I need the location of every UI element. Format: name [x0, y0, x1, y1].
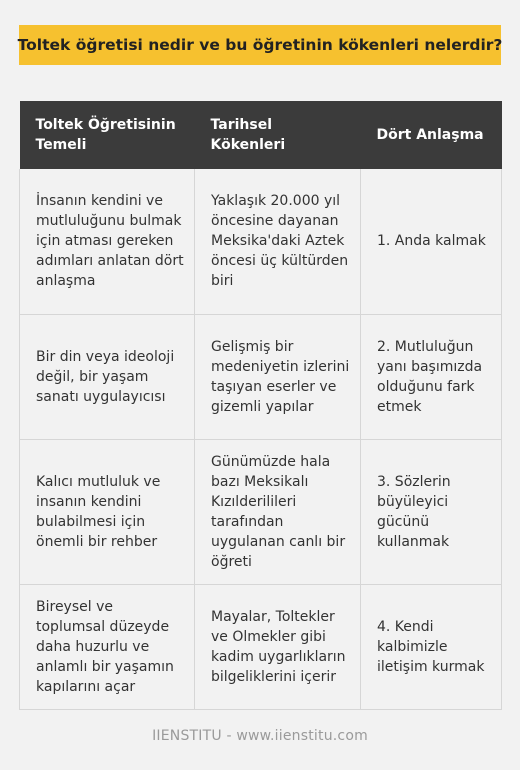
header-cell-foundation: Toltek Öğretisinin Temeli [20, 101, 195, 169]
table-cell: 2. Mutluluğun yanı başımızda olduğunu fark etmek [361, 314, 502, 439]
table-cell: Bir din veya ideoloji değil, bir yaşam sanatı uygulayıcısı [20, 314, 195, 439]
footer-credit: IIENSTITU - www.iienstitu.com [152, 728, 368, 744]
header-row [20, 101, 502, 169]
table-cell: Bireysel ve toplumsal düzeyde daha huzurlu ve anlamlı bir yaşamın kapılarını açar [20, 584, 195, 709]
page-title: Toltek öğretisi nedir ve bu öğretinin kökenleri nelerdir? [17, 36, 503, 54]
table-body [20, 169, 502, 709]
table-cell: Mayalar, Toltekler ve Olmekler gibi kadim uygarlıkların bilgeliklerini içerir [195, 584, 361, 709]
table-row [20, 439, 502, 584]
table-row [20, 314, 502, 439]
header-cell-origins: Tarihsel Kökenleri [195, 101, 361, 169]
table-cell: İnsanın kendini ve mutluluğunu bulmak için atması gereken adımları anlatan dört anlaşma [20, 169, 195, 314]
table-row [20, 584, 502, 709]
table-cell: 1. Anda kalmak [361, 169, 502, 314]
comparison-table [19, 101, 502, 710]
table-cell: 3. Sözlerin büyüleyici gücünü kullanmak [361, 439, 502, 584]
table-cell: Gelişmiş bir medeniyetin izlerini taşıyan eserler ve gizemli yapılar [195, 314, 361, 439]
comparison-table-container [19, 101, 501, 710]
header-cell-agreements: Dört Anlaşma [361, 101, 502, 169]
table-cell: Yaklaşık 20.000 yıl öncesine dayanan Meksika'daki Aztek öncesi üç kültürden biri [195, 169, 361, 314]
table-cell: Günümüzde hala bazı Meksikalı Kızılderilileri tarafından uygulanan canlı bir öğreti [195, 439, 361, 584]
title-banner [19, 25, 501, 65]
table-cell: 4. Kendi kalbimizle iletişim kurmak [361, 584, 502, 709]
table-row [20, 169, 502, 314]
table-cell: Kalıcı mutluluk ve insanın kendini bulabilmesi için önemli bir rehber [20, 439, 195, 584]
table-header [20, 101, 502, 169]
